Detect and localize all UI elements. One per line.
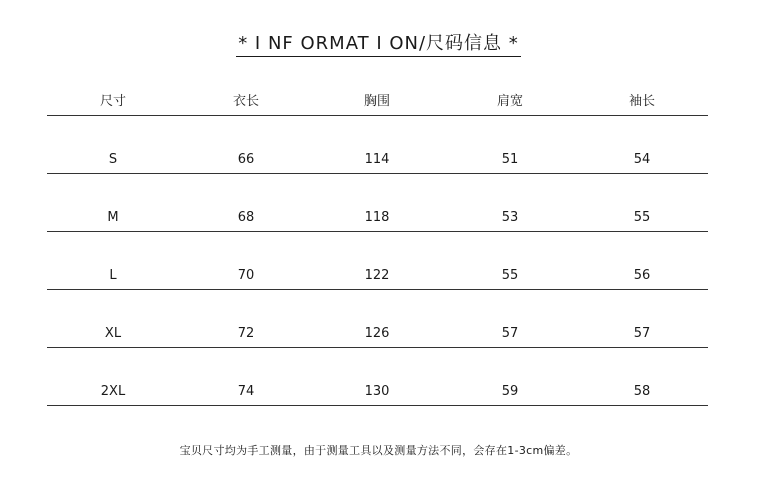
cell-chest: 126 [364,326,390,341]
measurement-note: 宝贝尺寸均为手工测量，由于测量工具以及测量方法不同，会存在1-3cm偏差。 [179,444,578,457]
row-divider [47,173,708,174]
header-size: 尺寸 [99,94,126,109]
row-divider [47,289,708,290]
cell-size: S [108,152,118,167]
table-row [47,150,708,170]
cell-shoulder: 57 [501,326,519,341]
table-row [47,266,708,286]
cell-sleeve: 54 [633,152,651,167]
cell-sleeve: 57 [633,326,651,341]
cell-shoulder: 55 [501,268,519,283]
cell-shoulder: 51 [501,152,519,167]
header-length: 衣长 [232,94,259,109]
header-divider [47,115,708,116]
cell-length: 72 [237,326,255,341]
cell-size: XL [104,326,122,341]
cell-length: 70 [237,268,255,283]
row-divider [47,231,708,232]
cell-sleeve: 55 [633,210,651,225]
cell-chest: 118 [364,210,390,225]
header-sleeve: 袖长 [628,94,655,109]
page-title-text: * I NF ORMAT I ON/尺码信息 * [236,33,521,57]
page-title [0,33,757,57]
cell-shoulder: 59 [501,384,519,399]
cell-size: 2XL [100,384,126,399]
cell-length: 66 [237,152,255,167]
cell-length: 68 [237,210,255,225]
cell-shoulder: 53 [501,210,519,225]
cell-length: 74 [237,384,255,399]
table-row [47,208,708,228]
cell-chest: 122 [364,268,390,283]
cell-size: L [109,268,117,283]
header-chest: 胸围 [363,94,390,109]
cell-chest: 114 [364,152,390,167]
cell-size: M [107,210,119,225]
cell-sleeve: 58 [633,384,651,399]
cell-sleeve: 56 [633,268,651,283]
row-divider [47,405,708,406]
table-row [47,324,708,344]
table-header-row [47,92,708,112]
row-divider [47,347,708,348]
cell-chest: 130 [364,384,390,399]
header-shoulder: 肩宽 [496,94,523,109]
table-row [47,382,708,402]
